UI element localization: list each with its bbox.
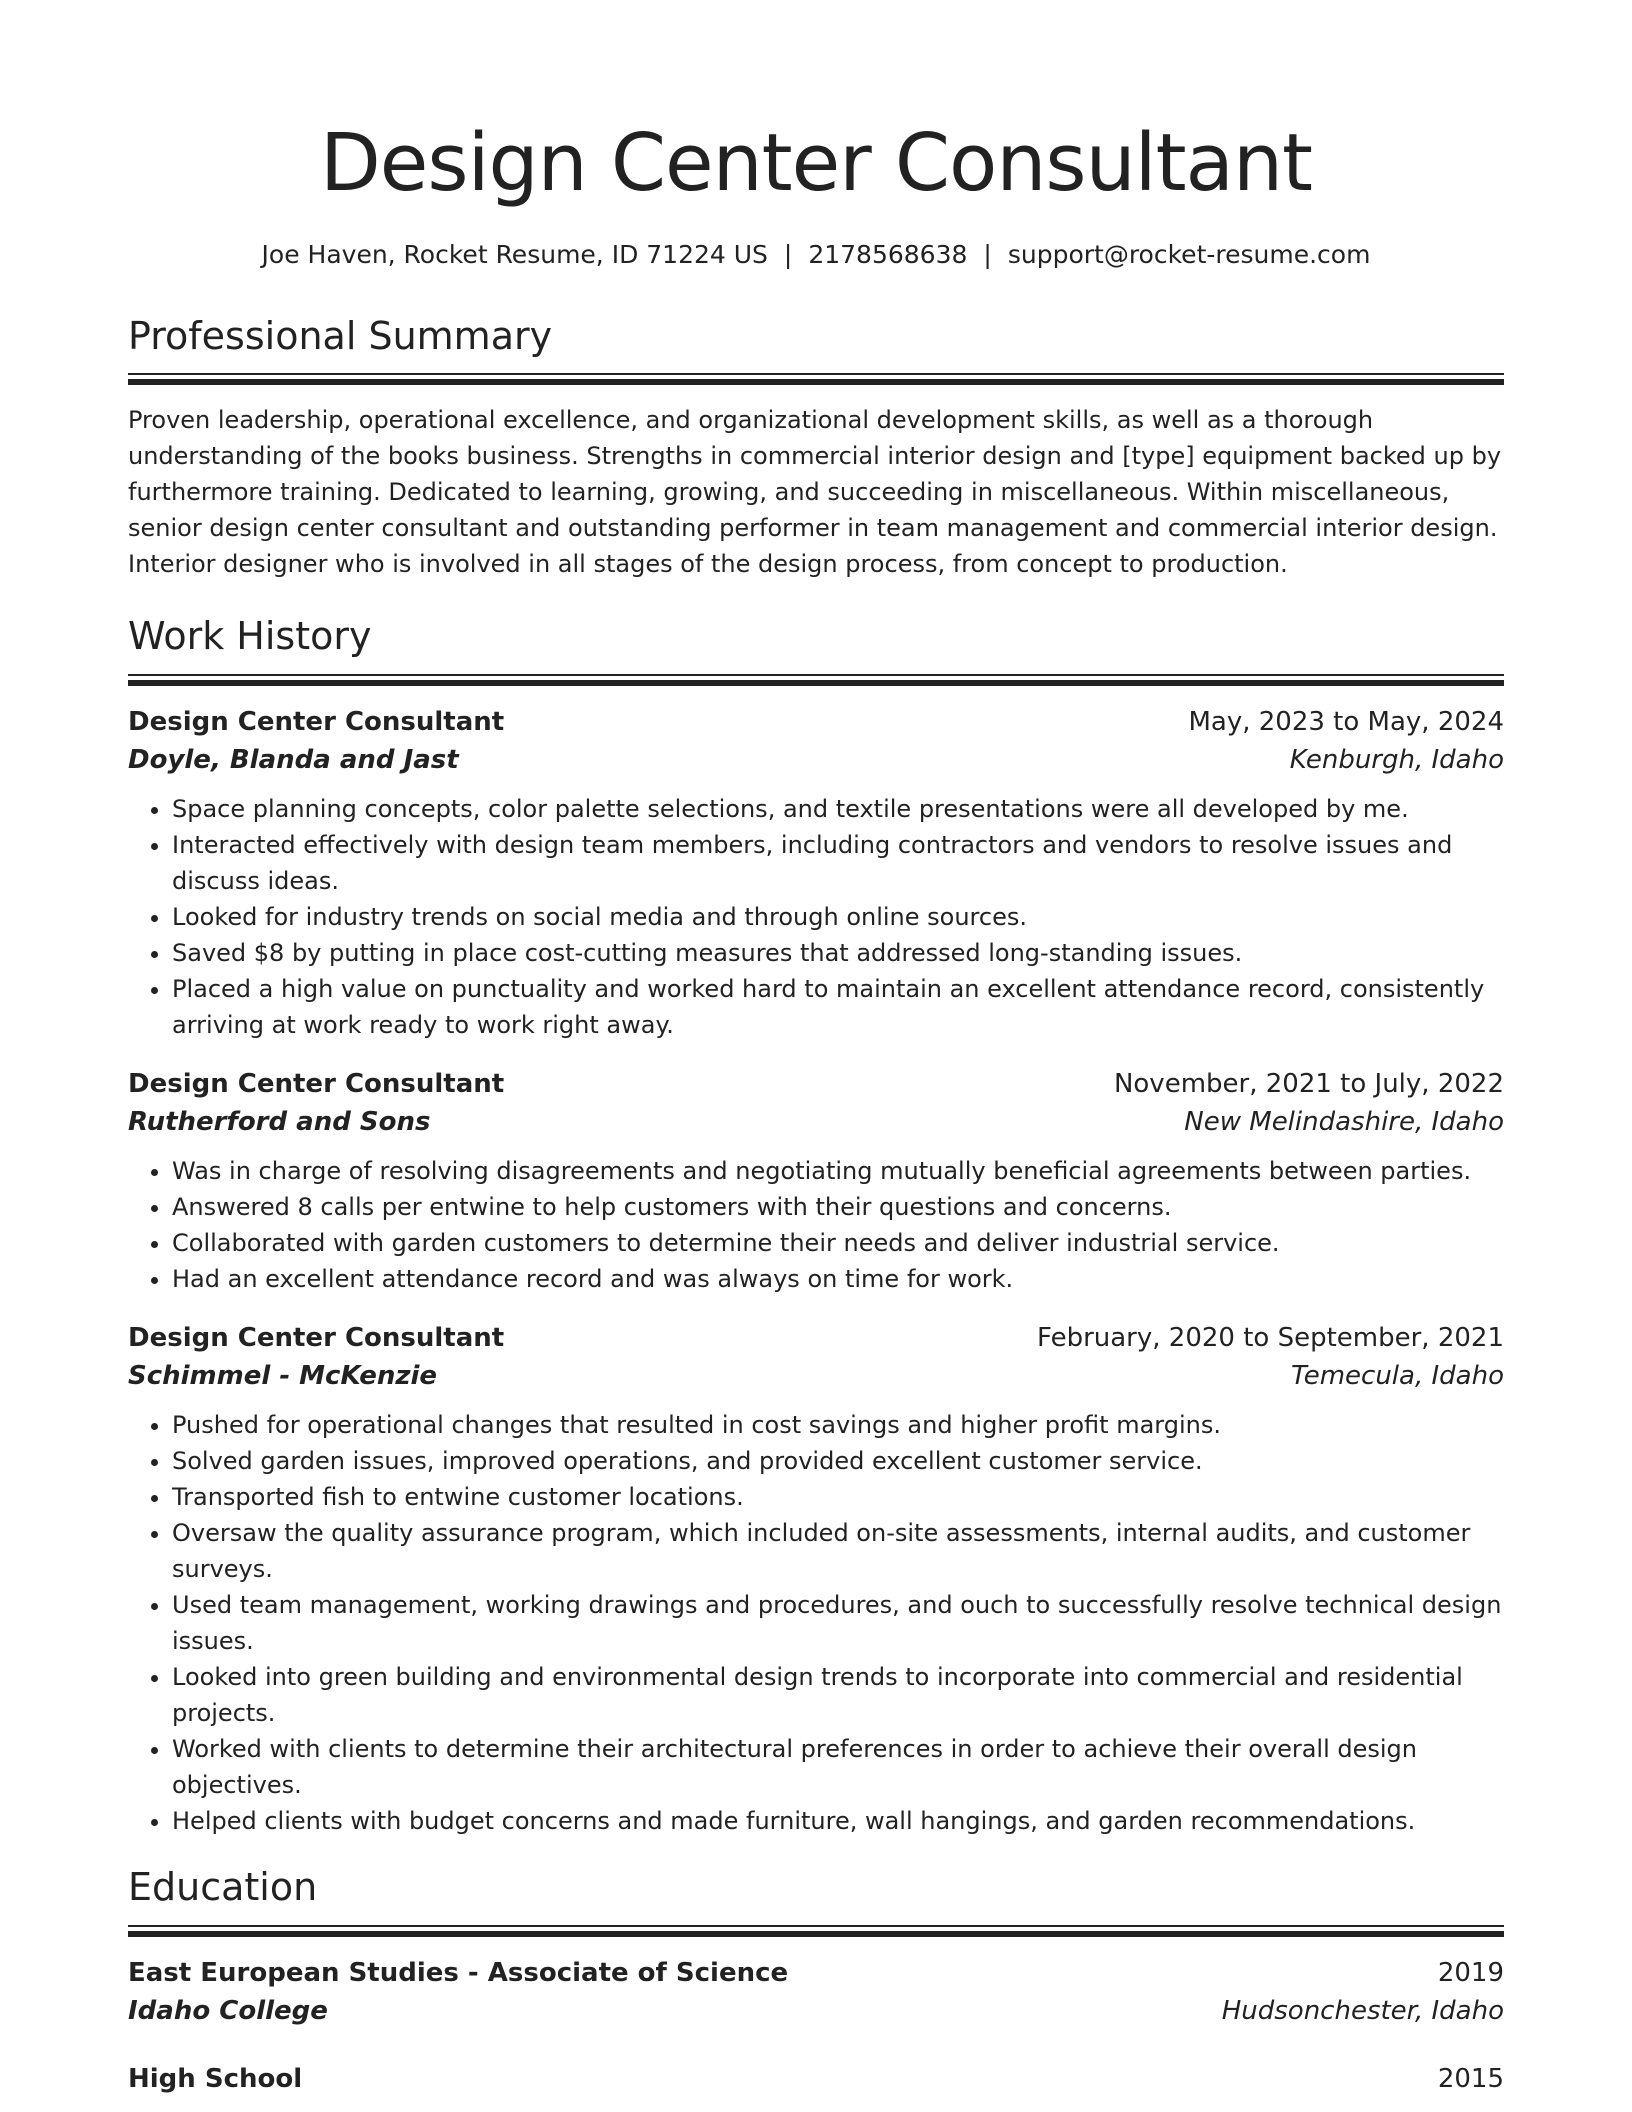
education-header-row: [128, 2060, 1504, 2098]
job-entry: [128, 1319, 1504, 1839]
education-degree: East European Studies - Associate of Science: [128, 1957, 789, 1988]
list-item: • Space planning concepts, color palette selections, and textile presentations were all developed by me.: [172, 791, 1504, 827]
job-location: Temecula, Idaho: [1291, 1361, 1504, 1392]
education-header-row: [128, 1954, 1504, 1992]
job-entry: [128, 1065, 1504, 1297]
list-item: • Worked with clients to determine their architectural preferences in order to achieve their overall design objectives.: [172, 1731, 1504, 1803]
list-item: • Saved $8 by putting in place cost-cutting measures that addressed long-standing issues.: [172, 935, 1504, 971]
job-bullets: [128, 791, 1504, 1043]
section-divider: [128, 674, 1504, 687]
job-bullets: [128, 1153, 1504, 1297]
education-school-row: [128, 1992, 1504, 2030]
job-company-row: [128, 1103, 1504, 1141]
job-header-row: [128, 1065, 1504, 1103]
job-bullets: [128, 1407, 1504, 1839]
list-item: • Transported fish to entwine customer locations.: [172, 1479, 1504, 1515]
contact-separator: |: [783, 239, 793, 269]
contact-separator: |: [983, 239, 992, 269]
list-item: • Had an excellent attendance record and was always on time for work.: [172, 1261, 1504, 1297]
list-item: • Pushed for operational changes that resulted in cost savings and higher profit margins.: [172, 1407, 1504, 1443]
education-entry: [128, 2060, 1504, 2098]
education-section: [128, 1865, 1504, 2098]
education-location: Hudsonchester, Idaho: [1221, 1995, 1504, 2026]
contact-address: Joe Haven, Rocket Resume, ID 71224 US: [261, 239, 768, 269]
job-company: Rutherford and Sons: [128, 1107, 431, 1138]
job-title: Design Center Consultant: [128, 1069, 505, 1100]
list-item: • Looked for industry trends on social media and through online sources.: [172, 899, 1504, 935]
job-dates: February, 2020 to September, 2021: [1037, 1323, 1504, 1354]
list-item: • Interacted effectively with design team members, including contractors and vendors to resolve issues and discuss ideas.: [172, 827, 1504, 899]
job-company: Schimmel - McKenzie: [128, 1361, 438, 1392]
contact-email[interactable]: support@rocket-resume.com: [1007, 239, 1371, 269]
section-title-education: Education: [128, 1865, 318, 1910]
summary-section: [128, 314, 1504, 583]
contact-line: [128, 237, 1504, 272]
list-item: • Collaborated with garden customers to determine their needs and deliver industrial service.: [172, 1225, 1504, 1261]
list-item: • Placed a high value on punctuality and worked hard to maintain an excellent attendance record, consistently arriving at work ready to work right away.: [172, 971, 1504, 1043]
job-dates: November, 2021 to July, 2022: [1113, 1069, 1504, 1100]
education-school: Idaho College: [128, 1995, 328, 2026]
education-degree: High School: [128, 2063, 303, 2094]
section-title-work-history: Work History: [128, 614, 372, 659]
job-title: Design Center Consultant: [128, 1323, 505, 1354]
resume-name: Design Center Consultant: [319, 117, 1313, 209]
section-divider: [128, 1925, 1504, 1938]
contact-phone: 2178568638: [808, 239, 968, 269]
list-item: • Was in charge of resolving disagreements and negotiating mutually beneficial agreements between parties.: [172, 1153, 1504, 1189]
summary-text: Proven leadership, operational excellence, and organizational development skills, as well as a thorough understanding of the books business. Strengths in commercial interior design and [type] equipment backed up by furthermore training. Dedicated to learning, growing, and succeeding in miscellaneous. Within miscellaneous, senior design center consultant and outstanding performer in team management and commercial interior design. Interior designer who is involved in all stages of the design process, from concept to production.: [128, 406, 1502, 579]
job-company-row: [128, 741, 1504, 779]
education-entry: [128, 1954, 1504, 2030]
list-item: • Solved garden issues, improved operations, and provided excellent customer service.: [172, 1443, 1504, 1479]
list-item: • Looked into green building and environmental design trends to incorporate into commercial and residential projects.: [172, 1659, 1504, 1731]
list-item: • Oversaw the quality assurance program, which included on-site assessments, internal audits, and customer surveys.: [172, 1515, 1504, 1587]
job-entry: [128, 703, 1504, 1043]
job-company-row: [128, 1357, 1504, 1395]
list-item: • Answered 8 calls per entwine to help customers with their questions and concerns.: [172, 1189, 1504, 1225]
job-company: Doyle, Blanda and Jast: [128, 745, 459, 776]
job-header-row: [128, 1319, 1504, 1357]
job-header-row: [128, 703, 1504, 741]
education-year: 2015: [1437, 2063, 1504, 2094]
list-item: • Used team management, working drawings and procedures, and ouch to successfully resolve technical design issues.: [172, 1587, 1504, 1659]
job-dates: May, 2023 to May, 2024: [1188, 707, 1504, 738]
section-title-summary: Professional Summary: [128, 313, 553, 358]
list-item: • Helped clients with budget concerns and made furniture, wall hangings, and garden recommendations.: [172, 1803, 1504, 1839]
job-title: Design Center Consultant: [128, 707, 505, 738]
education-year: 2019: [1437, 1957, 1504, 1988]
section-divider: [128, 373, 1504, 386]
job-location: New Melindashire, Idaho: [1184, 1107, 1504, 1138]
work-history-section: [128, 614, 1504, 1839]
job-location: Kenburgh, Idaho: [1289, 745, 1504, 776]
